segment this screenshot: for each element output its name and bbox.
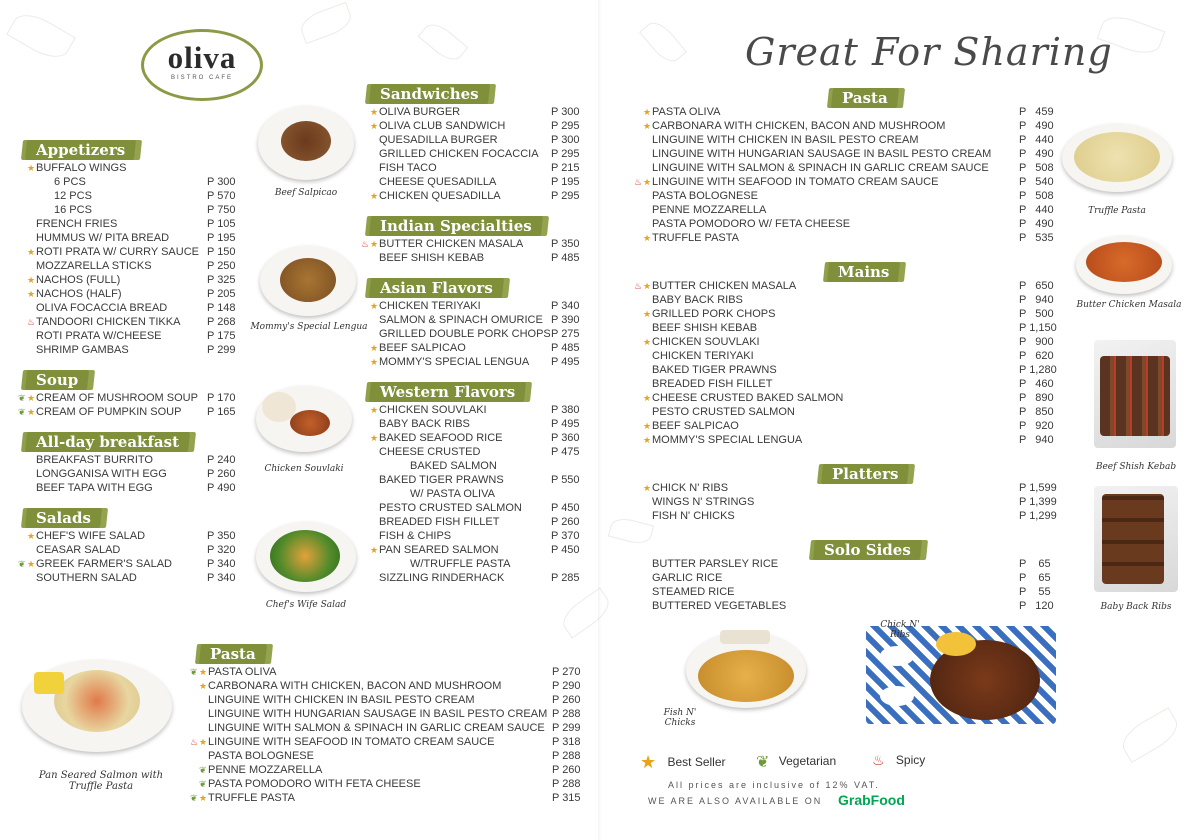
leaf-icon: ❦ <box>190 667 198 677</box>
menu-item-price: P 215 <box>551 162 580 174</box>
menu-item-name: FISH N' CHICKS <box>652 510 735 522</box>
caption-truffle-pasta: Truffle Pasta <box>1088 206 1146 216</box>
menu-item-name: BAKED SALMON <box>410 460 497 472</box>
caption-lengua: Mommy's Special Lengua <box>250 322 368 332</box>
brand-logo <box>141 29 263 101</box>
leaf-icon: ❦ <box>199 779 207 789</box>
brand-tagline: BISTRO CAFE <box>170 75 233 81</box>
menu-item-price: P 1,299 <box>1019 510 1057 522</box>
leaf-icon: ❦ <box>190 793 198 803</box>
star-icon: ★ <box>199 681 208 691</box>
menu-item-name: BAKED TIGER PRAWNS <box>379 474 504 486</box>
leaf-icon: ❦ <box>18 407 26 417</box>
star-icon: ★ <box>27 559 36 569</box>
chili-icon: ♨ <box>872 752 885 768</box>
menu-item-price: P 390 <box>551 314 580 326</box>
star-icon: ★ <box>643 107 652 117</box>
menu-item-name: 6 PCS <box>54 176 86 188</box>
menu-item-price: P 170 <box>207 392 236 404</box>
menu-item-name: LINGUINE WITH HUNGARIAN SAUSAGE IN BASIL PESTO CREAM <box>208 708 548 720</box>
leaf-icon: ❦ <box>756 754 770 771</box>
star-icon: ★ <box>643 435 652 445</box>
star-icon: ★ <box>643 483 652 493</box>
menu-item-name: MOZZARELLA STICKS <box>36 260 152 272</box>
star-icon: ★ <box>370 357 379 367</box>
menu-item-name: BUFFALO WINGS <box>36 162 127 174</box>
menu-item-price: P 440 <box>1019 204 1054 216</box>
menu-item-name: CHEESE QUESADILLA <box>379 176 497 188</box>
menu-item-price: P 370 <box>551 530 580 542</box>
menu-item-price: P 380 <box>551 404 580 416</box>
menu-item-name: PESTO CRUSTED SALMON <box>379 502 522 514</box>
menu-item-price: P 620 <box>1019 350 1054 362</box>
section-header-soup: Soup <box>25 370 89 390</box>
menu-item-name: CHICKEN TERIYAKI <box>652 350 754 362</box>
star-icon: ★ <box>643 393 652 403</box>
menu-item-price: P 1,599 <box>1019 482 1057 494</box>
section-header-sides: Solo Sides <box>813 540 922 560</box>
leaf-icon: ❦ <box>199 765 207 775</box>
star-icon: ★ <box>199 793 208 803</box>
star-icon: ★ <box>370 121 379 131</box>
section-header-pasta-right: Pasta <box>831 88 899 108</box>
menu-item-name: BABY BACK RIBS <box>652 294 743 306</box>
menu-item-name: LINGUINE WITH SEAFOOD IN TOMATO CREAM SAUCE <box>208 736 495 748</box>
menu-item-price: P 490 <box>1019 120 1054 132</box>
menu-item-price: P 318 <box>552 736 581 748</box>
leaf-icon: ❦ <box>18 393 26 403</box>
menu-item-name: W/TRUFFLE PASTA <box>410 558 511 570</box>
caption-butter-chicken: Butter Chicken Masala <box>1076 300 1182 310</box>
menu-item-name: STEAMED RICE <box>652 586 735 598</box>
menu-item-name: ROTI PRATA W/ CURRY SAUCE <box>36 246 199 258</box>
section-header-platters: Platters <box>821 464 910 484</box>
menu-item-price: P 295 <box>551 190 580 202</box>
section-header-western: Western Flavors <box>369 382 526 402</box>
menu-item-name: CARBONARA WITH CHICKEN, BACON AND MUSHROOM <box>208 680 502 692</box>
menu-item-name: OLIVA CLUB SANDWICH <box>379 120 506 132</box>
menu-item-price: P 570 <box>207 190 236 202</box>
section-header-salads: Salads <box>25 508 102 528</box>
menu-item-name: 12 PCS <box>54 190 92 202</box>
menu-item-price: P 295 <box>551 120 580 132</box>
star-icon: ★ <box>370 107 379 117</box>
menu-item-price: P 65 <box>1019 558 1051 570</box>
menu-item-price: P 299 <box>552 722 581 734</box>
star-icon: ★ <box>370 191 379 201</box>
menu-item-price: P 288 <box>552 750 581 762</box>
menu-item-name: PENNE MOZZARELLA <box>208 764 323 776</box>
chili-icon: ♨ <box>27 317 36 327</box>
menu-item-name: FISH TACO <box>379 162 437 174</box>
menu-item-name: CARBONARA WITH CHICKEN, BACON AND MUSHROOM <box>652 120 946 132</box>
chili-icon: ♨ <box>361 239 370 249</box>
menu-item-name: SIZZLING RINDERHACK <box>379 572 505 584</box>
menu-item-name: CHICKEN TERIYAKI <box>379 300 481 312</box>
menu-item-name: WINGS N' STRINGS <box>652 496 755 508</box>
star-icon: ★ <box>27 393 36 403</box>
menu-item-price: P 320 <box>207 544 236 556</box>
menu-item-name: BEEF SALPICAO <box>652 420 739 432</box>
chili-icon: ♨ <box>190 737 199 747</box>
star-icon: ★ <box>643 233 652 243</box>
menu-item-price: P 485 <box>551 342 580 354</box>
menu-item-name: LINGUINE WITH HUNGARIAN SAUSAGE IN BASIL PESTO CREAM <box>652 148 992 160</box>
menu-item-name: PASTA BOLOGNESE <box>652 190 758 202</box>
menu-item-name: BREAKFAST BURRITO <box>36 454 153 466</box>
menu-item-price: P 490 <box>207 482 236 494</box>
menu-item-name: MOMMY'S SPECIAL LENGUA <box>652 434 803 446</box>
menu-item-price: P 360 <box>551 432 580 444</box>
star-icon: ★ <box>370 239 379 249</box>
menu-item-price: P 250 <box>207 260 236 272</box>
menu-item-name: SOUTHERN SALAD <box>36 572 137 584</box>
menu-item-name: TRUFFLE PASTA <box>652 232 739 244</box>
menu-item-price: P 450 <box>551 502 580 514</box>
menu-item-name: LINGUINE WITH CHICKEN IN BASIL PESTO CREAM <box>652 134 919 146</box>
menu-item-name: 16 PCS <box>54 204 92 216</box>
menu-item-price: P 195 <box>207 232 236 244</box>
caption-fish-chicks: Fish N' Chicks <box>663 708 697 728</box>
menu-item-price: P 550 <box>551 474 580 486</box>
menu-item-price: P 300 <box>207 176 236 188</box>
vat-note: All prices are inclusive of 12% VAT. <box>668 780 880 790</box>
menu-item-price: P 299 <box>207 344 236 356</box>
menu-item-name: SALMON & SPINACH OMURICE <box>379 314 543 326</box>
menu-item-price: P 105 <box>207 218 236 230</box>
menu-item-price: P 288 <box>552 708 581 720</box>
menu-item-price: P 540 <box>1019 176 1054 188</box>
menu-item-name: BUTTER CHICKEN MASALA <box>379 238 524 250</box>
section-header-indian: Indian Specialties <box>369 216 543 236</box>
menu-item-name: BAKED SEAFOOD RICE <box>379 432 503 444</box>
menu-item-name: BUTTERED VEGETABLES <box>652 600 787 612</box>
menu-item-price: P 120 <box>1019 600 1054 612</box>
star-icon: ★ <box>27 289 36 299</box>
menu-item-name: PESTO CRUSTED SALMON <box>652 406 795 418</box>
star-icon: ★ <box>643 421 652 431</box>
star-icon: ★ <box>643 309 652 319</box>
page-title: Great For Sharing <box>745 30 1113 74</box>
menu-item-price: P 508 <box>1019 190 1054 202</box>
menu-item-price: P 268 <box>207 316 236 328</box>
menu-item-name: CHICKEN QUESADILLA <box>379 190 501 202</box>
menu-item-price: P 290 <box>552 680 581 692</box>
menu-item-name: GRILLED DOUBLE PORK CHOPS <box>379 328 551 340</box>
menu-item-name: ROTI PRATA W/CHEESE <box>36 330 162 342</box>
menu-item-name: BUTTER CHICKEN MASALA <box>652 280 797 292</box>
menu-item-price: P 175 <box>207 330 236 342</box>
caption-baby-back: Baby Back Ribs <box>1100 602 1172 612</box>
star-icon: ★ <box>370 301 379 311</box>
star-icon: ★ <box>643 177 652 187</box>
menu-item-name: PASTA OLIVA <box>652 106 721 118</box>
menu-item-price: P 205 <box>207 288 236 300</box>
menu-item-name: CREAM OF PUMPKIN SOUP <box>36 406 182 418</box>
menu-item-price: P 260 <box>551 516 580 528</box>
menu-item-name: NACHOS (HALF) <box>36 288 122 300</box>
star-icon: ★ <box>199 737 208 747</box>
menu-item-name: LINGUINE WITH SALMON & SPINACH IN GARLIC CREAM SAUCE <box>652 162 989 174</box>
menu-item-price: P 450 <box>551 544 580 556</box>
section-header-breakfast: All-day breakfast <box>25 432 190 452</box>
star-icon: ★ <box>27 407 36 417</box>
menu-item-price: P 1,399 <box>1019 496 1057 508</box>
menu-item-name: BEEF SHISH KEBAB <box>652 322 758 334</box>
menu-item-price: P 459 <box>1019 106 1054 118</box>
menu-item-price: P 150 <box>207 246 236 258</box>
menu-item-price: P 485 <box>551 252 580 264</box>
star-icon: ★ <box>27 163 36 173</box>
menu-item-price: P 340 <box>207 558 236 570</box>
menu-item-price: P 148 <box>207 302 236 314</box>
menu-item-name: BREADED FISH FILLET <box>379 516 500 528</box>
menu-item-name: GREEK FARMER'S SALAD <box>36 558 172 570</box>
center-fold <box>598 0 602 840</box>
menu-item-price: P 285 <box>551 572 580 584</box>
menu-item-price: P 940 <box>1019 294 1054 306</box>
menu-item-name: GARLIC RICE <box>652 572 723 584</box>
leaf-icon: ❦ <box>18 559 26 569</box>
menu-item-name: PASTA OLIVA <box>208 666 277 678</box>
menu-item-name: PASTA BOLOGNESE <box>208 750 314 762</box>
menu-item-price: P 495 <box>551 356 580 368</box>
star-icon: ★ <box>643 337 652 347</box>
menu-item-price: P 890 <box>1019 392 1054 404</box>
menu-item-price: P 165 <box>207 406 236 418</box>
menu-item-price: P 900 <box>1019 336 1054 348</box>
menu-item-price: P 340 <box>551 300 580 312</box>
spicy-legend: ♨ Spicy <box>872 752 926 768</box>
menu-item-price: P 475 <box>551 446 580 458</box>
menu-item-name: LONGGANISA WITH EGG <box>36 468 167 480</box>
menu-item-price: P 490 <box>1019 148 1054 160</box>
menu-item-price: P 275 <box>551 328 580 340</box>
section-header-pasta-left: Pasta <box>199 644 267 664</box>
menu-item-name: LINGUINE WITH SALMON & SPINACH IN GARLIC CREAM SAUCE <box>208 722 545 734</box>
menu-item-name: BEEF SHISH KEBAB <box>379 252 485 264</box>
menu-item-name: CHEF'S WIFE SALAD <box>36 530 146 542</box>
menu-item-name: LINGUINE WITH SEAFOOD IN TOMATO CREAM SAUCE <box>652 176 939 188</box>
star-icon: ★ <box>370 545 379 555</box>
menu-item-name: CHICKEN SOUVLAKI <box>379 404 487 416</box>
section-header-sandwiches: Sandwiches <box>369 84 490 104</box>
section-header-asian: Asian Flavors <box>369 278 504 298</box>
star-icon: ★ <box>640 752 657 772</box>
menu-item-name: MOMMY'S SPECIAL LENGUA <box>379 356 530 368</box>
brand-name: oliva <box>167 40 237 75</box>
grabfood-logo: GrabFood <box>838 792 905 808</box>
menu-item-price: P 260 <box>552 764 581 776</box>
menu-item-price: P 300 <box>551 106 580 118</box>
menu-item-name: PASTA POMODORO W/ FETA CHEESE <box>652 218 851 230</box>
menu-item-name: CHICKEN SOUVLAKI <box>652 336 760 348</box>
caption-salmon: Pan Seared Salmon with Truffle Pasta <box>38 770 164 792</box>
caption-souvlaki: Chicken Souvlaki <box>264 464 344 474</box>
menu-item-name: FRENCH FRIES <box>36 218 118 230</box>
menu-item-name: NACHOS (FULL) <box>36 274 121 286</box>
menu-item-name: GRILLED PORK CHOPS <box>652 308 776 320</box>
menu-item-name: CREAM OF MUSHROOM SOUP <box>36 392 198 404</box>
star-icon: ★ <box>370 433 379 443</box>
caption-beef-salpicao: Beef Salpicao <box>274 188 338 198</box>
section-header-appetizers: Appetizers <box>25 140 136 160</box>
menu-item-price: P 495 <box>551 418 580 430</box>
menu-item-name: HUMMUS W/ PITA BREAD <box>36 232 170 244</box>
menu-item-name: PAN SEARED SALMON <box>379 544 499 556</box>
menu-item-price: P 500 <box>1019 308 1054 320</box>
star-icon: ★ <box>27 531 36 541</box>
menu-item-price: P 508 <box>1019 162 1054 174</box>
menu-item-name: FISH & CHIPS <box>379 530 452 542</box>
star-icon: ★ <box>643 281 652 291</box>
menu-item-price: P 195 <box>551 176 580 188</box>
star-icon: ★ <box>370 405 379 415</box>
menu-item-price: P 260 <box>552 694 581 706</box>
menu-item-price: P 940 <box>1019 434 1054 446</box>
section-header-mains: Mains <box>827 262 900 282</box>
vegetarian-legend: ❦ Vegetarian <box>756 754 837 771</box>
menu-item-price: P 65 <box>1019 572 1051 584</box>
menu-item-price: P 300 <box>551 134 580 146</box>
caption-chick-ribs: Chick N' Ribs <box>880 620 920 640</box>
menu-item-name: W/ PASTA OLIVA <box>410 488 495 500</box>
star-icon: ★ <box>27 275 36 285</box>
menu-item-name: TRUFFLE PASTA <box>208 792 295 804</box>
menu-item-price: P 920 <box>1019 420 1054 432</box>
menu-item-name: QUESADILLA BURGER <box>379 134 498 146</box>
best-seller-legend: ★ Best Seller <box>640 752 726 772</box>
menu-item-price: P 350 <box>551 238 580 250</box>
menu-item-price: P 340 <box>207 572 236 584</box>
menu-item-price: P 260 <box>207 468 236 480</box>
menu-item-name: GRILLED CHICKEN FOCACCIA <box>379 148 539 160</box>
menu-item-name: BEEF SALPICAO <box>379 342 466 354</box>
menu-item-price: P 325 <box>207 274 236 286</box>
menu-item-name: BREADED FISH FILLET <box>652 378 773 390</box>
menu-item-name: CHEESE CRUSTED <box>379 446 481 458</box>
menu-item-name: BUTTER PARSLEY RICE <box>652 558 779 570</box>
menu-item-price: P 1,150 <box>1019 322 1057 334</box>
menu-item-price: P 850 <box>1019 406 1054 418</box>
menu-item-name: BEEF TAPA WITH EGG <box>36 482 153 494</box>
menu-item-price: P 315 <box>552 792 581 804</box>
menu-item-name: OLIVA BURGER <box>379 106 461 118</box>
menu-item-price: P 535 <box>1019 232 1054 244</box>
menu-item-price: P 750 <box>207 204 236 216</box>
menu-item-price: P 288 <box>552 778 581 790</box>
star-icon: ★ <box>643 121 652 131</box>
menu-item-name: CHEESE CRUSTED BAKED SALMON <box>652 392 844 404</box>
menu-item-name: OLIVA FOCACCIA BREAD <box>36 302 168 314</box>
menu-item-name: PENNE MOZZARELLA <box>652 204 767 216</box>
menu-item-price: P 490 <box>1019 218 1054 230</box>
menu-item-price: P 270 <box>552 666 581 678</box>
caption-shish-kebab: Beef Shish Kebab <box>1095 462 1177 472</box>
menu-item-price: P 295 <box>551 148 580 160</box>
menu-item-name: BABY BACK RIBS <box>379 418 470 430</box>
chili-icon: ♨ <box>634 281 643 291</box>
menu-item-name: CHICK N' RIBS <box>652 482 729 494</box>
menu-item-price: P 350 <box>207 530 236 542</box>
star-icon: ★ <box>370 343 379 353</box>
menu-item-name: TANDOORI CHICKEN TIKKA <box>36 316 181 328</box>
star-icon: ★ <box>27 247 36 257</box>
menu-item-name: PASTA POMODORO WITH FETA CHEESE <box>208 778 421 790</box>
menu-item-price: P 55 <box>1019 586 1051 598</box>
menu-item-price: P 440 <box>1019 134 1054 146</box>
menu-item-price: P 460 <box>1019 378 1054 390</box>
caption-wife-salad: Chef's Wife Salad <box>265 600 347 610</box>
menu-item-price: P 1,280 <box>1019 364 1057 376</box>
menu-item-price: P 650 <box>1019 280 1054 292</box>
menu-item-name: CEASAR SALAD <box>36 544 121 556</box>
available-on: WE ARE ALSO AVAILABLE ON <box>648 796 823 806</box>
menu-item-name: LINGUINE WITH CHICKEN IN BASIL PESTO CREAM <box>208 694 475 706</box>
star-icon: ★ <box>199 667 208 677</box>
menu-item-name: BAKED TIGER PRAWNS <box>652 364 777 376</box>
menu-item-name: SHRIMP GAMBAS <box>36 344 129 356</box>
menu-item-price: P 240 <box>207 454 236 466</box>
chili-icon: ♨ <box>634 177 643 187</box>
